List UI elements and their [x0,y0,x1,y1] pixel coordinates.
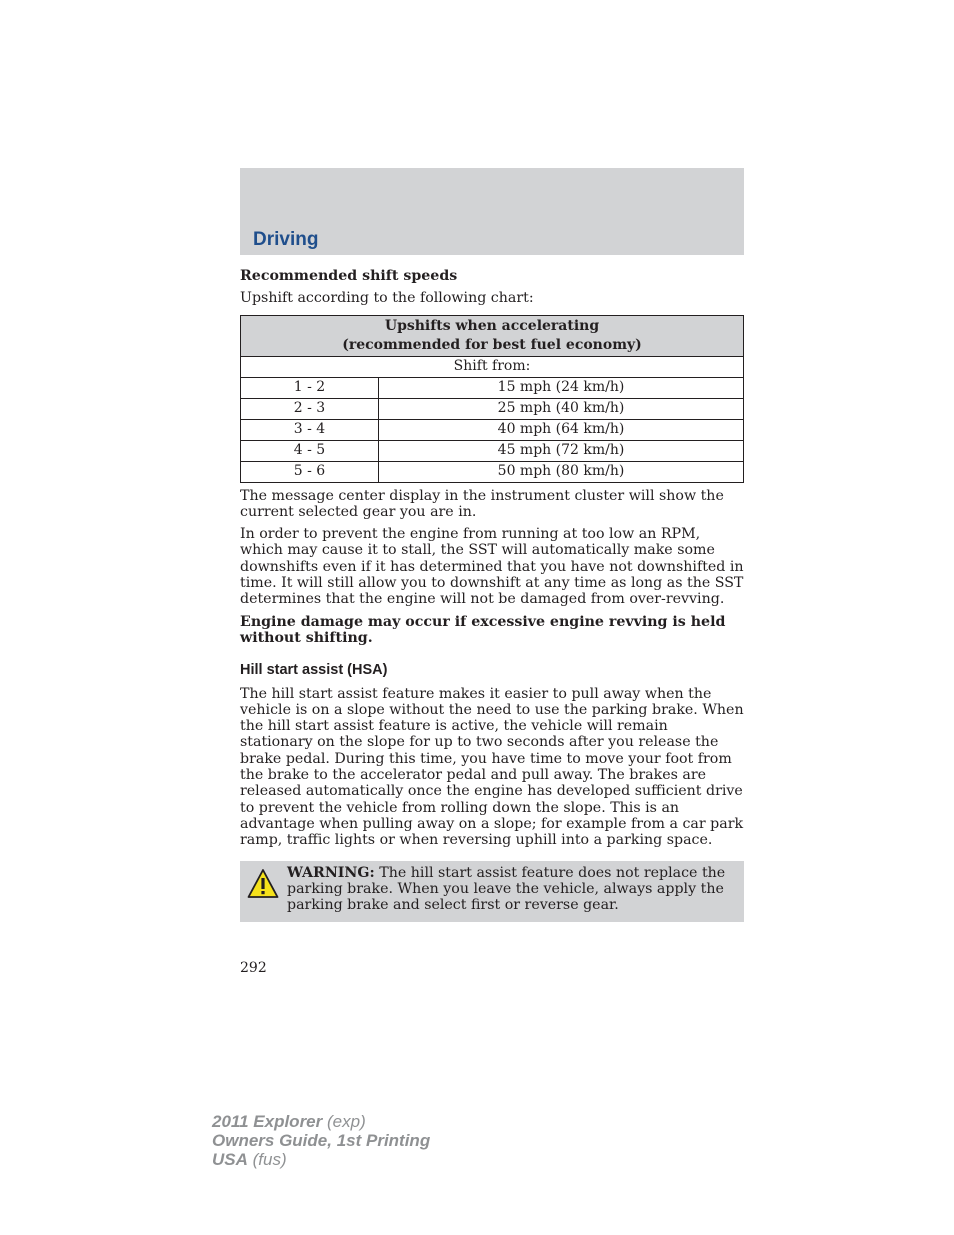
footer-line1 [212,1112,430,1131]
table-row [241,419,744,440]
footer-model: 2011 Explorer [212,1112,323,1131]
table-row [241,398,744,419]
gear-cell: 5 - 6 [241,461,379,482]
warning-label: WARNING: [287,864,375,881]
speed-cell: 45 mph (72 km/h) [379,440,744,461]
footer-line2 [212,1131,430,1150]
shift-speed-table [240,315,744,483]
gear-cell: 1 - 2 [241,377,379,398]
speed-cell: 50 mph (80 km/h) [379,461,744,482]
footer-market: USA [212,1150,248,1169]
table-row [241,377,744,398]
table-body [241,377,744,482]
page-number: 292 [240,960,267,976]
footer-model-code: (exp) [327,1112,366,1131]
warning-box [240,861,744,923]
footer-line3 [212,1150,430,1169]
section-header-band [240,168,744,255]
shift-speeds-heading: Recommended shift speeds [240,268,458,284]
table-subheader: Shift from: [241,356,744,377]
table-row [241,461,744,482]
engine-damage-caution: Engine damage may occur if excessive engine revving is held without shifting. [240,613,726,646]
table-title-line2: (recommended for best fuel economy) [342,336,642,353]
table-title-line1: Upshifts when accelerating [384,317,600,334]
page-content [240,268,744,922]
hsa-heading: Hill start assist (HSA) [240,662,388,679]
gear-cell: 3 - 4 [241,419,379,440]
speed-cell: 40 mph (64 km/h) [379,419,744,440]
gear-cell: 2 - 3 [241,398,379,419]
hsa-paragraph: The hill start assist feature makes it easier to pull away when the vehicle is on a slope without the need to use the parking brake. When the hill start assist feature is active, the vehicle will remain stationary on the slope for up to two seconds after you release the brake pedal. During this time, you have time to move your foot from the brake to the accelerator pedal and pull away. The brakes are released automatically once the engine has developed sufficient drive to prevent the vehicle from rolling down the slope. This is an advantage when pulling away on a slope; for example from a car park ramp, traffic lights or when reversing uphill into a parking space. [240,685,744,849]
table-row [241,440,744,461]
section-title: Driving [253,229,319,250]
warning-triangle-icon [247,868,279,900]
gear-cell: 4 - 5 [241,440,379,461]
speed-cell: 15 mph (24 km/h) [379,377,744,398]
table-title [241,315,744,356]
footer-imprint [212,1112,430,1169]
speed-cell: 25 mph (40 km/h) [379,398,744,419]
downshift-paragraph: In order to prevent the engine from running at too low an RPM, which may cause it to stall, the SST will automatically make some downshifts even if it has determined that you have not downshifted in time. It will still allow you to downshift at any time as long as the SST determines that the engine will not be damaged from over-revving. [240,526,744,608]
message-center-paragraph: The message center display in the instrument cluster will show the current selected gear you are in. [240,487,724,520]
footer-market-code: (fus) [252,1150,287,1169]
warning-text: The hill start assist feature does not replace the parking brake. When you leave the vehicle, always apply the parking brake and select first or reverse gear. [287,864,726,914]
footer-guide: Owners Guide, 1st Printing [212,1131,431,1150]
shift-intro: Upshift according to the following chart: [240,290,534,307]
